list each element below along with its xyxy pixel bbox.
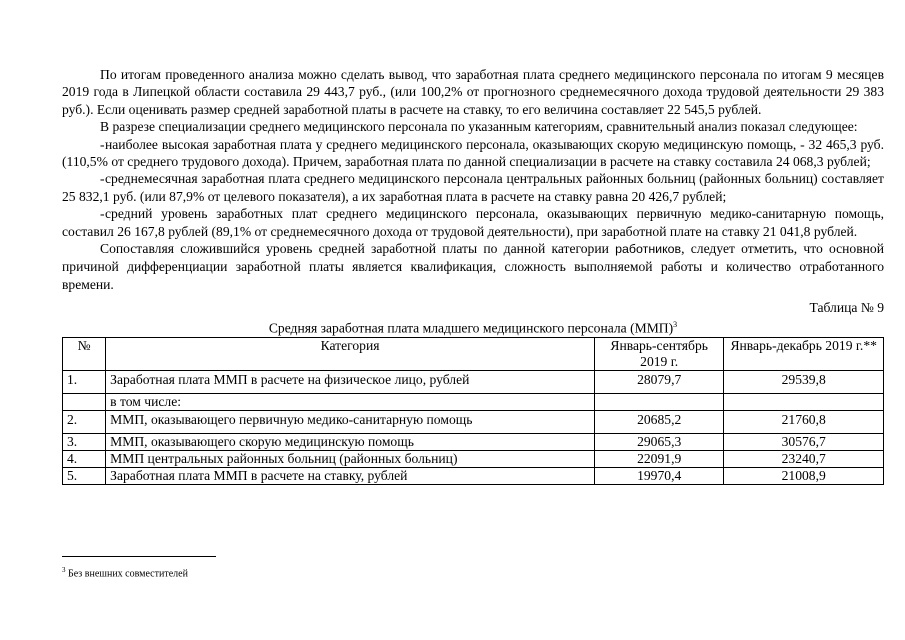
cell-number [63, 393, 106, 410]
table-row [63, 393, 884, 410]
document-page [62, 66, 884, 485]
footnote [62, 564, 188, 580]
header-category: Категория [106, 337, 595, 370]
table-header-row [63, 337, 884, 370]
cell-category: Заработная плата ММП в расчете на физическое лицо, рублей [106, 370, 595, 393]
cell-number: 2. [63, 410, 106, 433]
header-number: № [63, 337, 106, 370]
cell-number: 4. [63, 450, 106, 467]
table-title-text: Средняя заработная плата младшего медицинского персонала (ММП) [268, 320, 674, 336]
bullet-text: средний уровень заработных плат среднего медицинского персонала, оказывающих первичную медико-санитарную помощь, составил 26 167,8 рублей (89,1% от среднемесячного дохода от трудовой деятельности), при заработной плате на ставку 21 041,8 рублей. [62, 206, 884, 239]
cell-jan-dec [724, 393, 884, 410]
conclusion-text-end: , следует отметить, что основной причиной дифференциации заработной платы является квалификация, сложность выполняемой работы и количество отработанного времени. [62, 241, 884, 292]
header-jan-sep: Январь-сентябрь 2019 г. [594, 337, 723, 370]
cell-jan-sep: 29065,3 [594, 433, 723, 450]
bullet-emergency-care [62, 136, 884, 171]
bullet-dash: - [100, 136, 105, 152]
table-title [62, 316, 884, 337]
cell-category: ММП центральных районных больниц (районных больниц) [106, 450, 595, 467]
cell-category: Заработная плата ММП в расчете на ставку, рублей [106, 467, 595, 484]
table-row [63, 467, 884, 484]
cell-category: ММП, оказывающего первичную медико-санитарную помощь [106, 410, 595, 433]
table-title-footnote-mark: 3 [673, 320, 678, 330]
cell-jan-dec: 23240,7 [724, 450, 884, 467]
cell-jan-sep: 19970,4 [594, 467, 723, 484]
bullet-dash: - [100, 171, 105, 187]
header-jan-dec: Январь-декабрь 2019 г.** [724, 337, 884, 370]
bullet-text: наиболее высокая заработная плата у среднего медицинского персонала, оказывающих скорую медицинскую помощь, - 32 465,3 руб. (110,5% от среднего трудового дохода). Причем, заработная плата по данной специализации в расчете на ставку составила 24 068,3 рублей; [62, 136, 884, 170]
bullet-dash: - [100, 206, 105, 222]
bullet-central-hospitals [62, 170, 884, 205]
conclusion-word-workers: работников [615, 242, 682, 257]
cell-category: в том числе: [106, 393, 595, 410]
salary-table [62, 337, 884, 485]
footnote-separator [62, 556, 216, 557]
cell-jan-sep: 20685,2 [594, 410, 723, 433]
cell-category: ММП, оказывающего скорую медицинскую помощь [106, 433, 595, 450]
paragraph-specialization-intro: В разрезе специализации среднего медицинского персонала по указанным категориям, сравнительный анализ показал следующее: [100, 119, 858, 135]
bullet-text: среднемесячная заработная плата среднего медицинского персонала центральных районных больниц (районных больниц) составляет 25 832,1 руб. (или 87,9% от целевого показателя), а их заработная плата в расчете на ставку равна 20 426,7 рублей; [62, 171, 884, 204]
table-row [63, 410, 884, 433]
cell-jan-sep [594, 393, 723, 410]
table-row [63, 370, 884, 393]
cell-jan-dec: 21008,9 [724, 467, 884, 484]
paragraph-analysis-summary: По итогам проведенного анализа можно сделать вывод, что заработная плата среднего медицинского персонала по итогам 9 месяцев 2019 года в Липецкой области составила 29 443,7 руб., (или 100,2% от прогнозного среднемесячного дохода трудовой деятельности 29 383 руб.). Если оценивать размер средней заработной платы в расчете на ставку, то его величина составляет 22 545,5 рублей. [62, 67, 884, 117]
paragraph-conclusion [62, 240, 884, 293]
bullet-primary-care [62, 205, 884, 240]
cell-number: 5. [63, 467, 106, 484]
table-number: Таблица № 9 [809, 300, 884, 316]
cell-jan-sep: 28079,7 [594, 370, 723, 393]
footnote-mark: 3 [62, 566, 66, 574]
cell-jan-dec: 21760,8 [724, 410, 884, 433]
cell-jan-dec: 29539,8 [724, 370, 884, 393]
cell-number: 3. [63, 433, 106, 450]
conclusion-text-start: Сопоставляя сложившийся уровень средней заработной платы по данной категории [100, 241, 616, 257]
table-row [63, 433, 884, 450]
cell-jan-dec: 30576,7 [724, 433, 884, 450]
table-row [63, 450, 884, 467]
cell-number: 1. [63, 370, 106, 393]
footnote-text: Без внешних совместителей [68, 568, 188, 580]
cell-jan-sep: 22091,9 [594, 450, 723, 467]
